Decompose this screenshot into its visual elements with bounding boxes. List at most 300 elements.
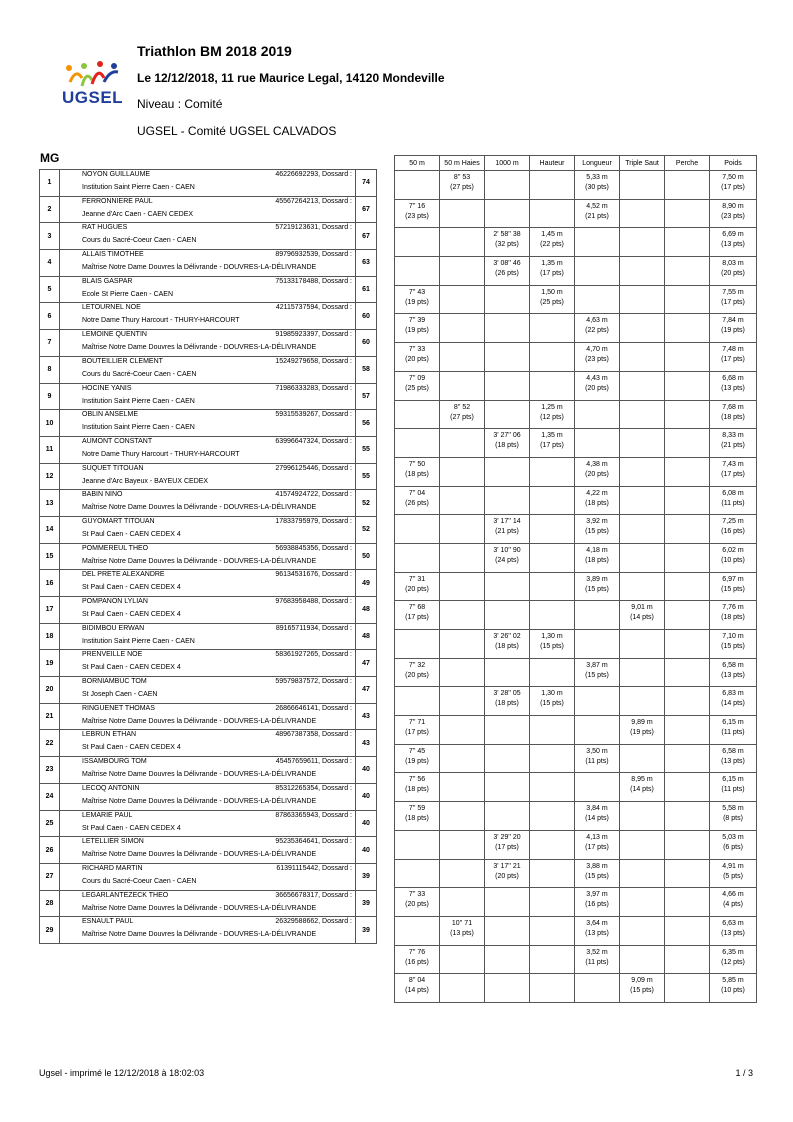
table-row (40, 543, 377, 570)
school-name: Maîtrise Notre Dame Douvres la Délivrande - DOUVRES-LA-DÉLIVRANDE (82, 344, 317, 352)
result-cell (395, 888, 440, 917)
result-cell (485, 630, 530, 659)
result-points: (16 pts) (721, 528, 745, 536)
result-cell (440, 457, 485, 486)
result-points: (13 pts) (721, 929, 745, 937)
result-cell (665, 314, 710, 343)
school-name: St Paul Caen - CAEN CEDEX 4 (82, 584, 181, 592)
result-cell (575, 314, 620, 343)
result-value: 4,52 m (586, 202, 608, 210)
athlete-cell (60, 463, 356, 490)
result-cell (665, 486, 710, 515)
rank-cell: 21 (40, 703, 60, 730)
dossard-number: 17833795979, Dossard : (275, 517, 352, 525)
result-cell (485, 716, 530, 745)
result-value: 3,97 m (586, 891, 608, 899)
result-value: 8'' 52 (453, 403, 471, 411)
result-value: 7,25 m (722, 518, 744, 526)
result-cell (710, 171, 757, 200)
result-cell (620, 371, 665, 400)
result-cell (485, 285, 530, 314)
result-cell (530, 257, 575, 286)
page-number: 1 / 3 (735, 1068, 753, 1078)
result-cell (440, 400, 485, 429)
total-points: 61 (356, 276, 377, 303)
result-points: (14 pts) (585, 815, 609, 823)
result-points: (15 pts) (630, 987, 654, 995)
result-cell (575, 371, 620, 400)
result-points: (15 pts) (540, 643, 564, 650)
result-cell (620, 457, 665, 486)
result-cell (620, 888, 665, 917)
rank-cell: 25 (40, 810, 60, 837)
result-value: 6,15 m (722, 719, 744, 727)
total-points: 40 (356, 757, 377, 784)
result-points: (20 pts) (405, 585, 429, 593)
dossard-number: 59579837572, Dossard : (275, 678, 352, 686)
result-cell (710, 773, 757, 802)
result-cell (665, 716, 710, 745)
result-value: 8'' 53 (453, 174, 471, 181)
result-points: (4 pts) (723, 901, 743, 909)
result-points: (20 pts) (585, 470, 609, 478)
result-cell (665, 285, 710, 314)
result-cell (485, 687, 530, 716)
result-cell (395, 400, 440, 429)
result-row (395, 773, 757, 802)
result-row (395, 429, 757, 458)
result-row (395, 744, 757, 773)
result-value: 7'' 04 (408, 489, 426, 497)
result-cell (395, 285, 440, 314)
athlete-cell (60, 730, 356, 757)
result-value: 8,33 m (722, 432, 744, 440)
result-value: 8,03 m (722, 260, 744, 268)
athlete-name: POMPANON LYLIAN (82, 598, 148, 605)
result-row (395, 974, 757, 1003)
result-value: 7'' 09 (408, 374, 426, 382)
result-cell (620, 916, 665, 945)
result-row (395, 543, 757, 572)
result-cell (665, 572, 710, 601)
committee-label: UGSEL - Comité UGSEL CALVADOS (137, 124, 337, 138)
result-cell (485, 744, 530, 773)
dossard-number: 95235364641, Dossard : (275, 838, 352, 846)
rank-cell: 23 (40, 757, 60, 784)
dossard-number: 45567264213, Dossard : (275, 197, 352, 205)
result-cell (665, 343, 710, 372)
result-cell (710, 343, 757, 372)
dossard-number: 97683958488, Dossard : (275, 598, 352, 605)
result-cell (710, 916, 757, 945)
result-value: 3' 27'' 06 (493, 432, 521, 440)
result-points: (10 pts) (721, 987, 745, 995)
result-points: (13 pts) (721, 384, 745, 392)
athlete-name: BORNIAMBUC TOM (82, 678, 147, 686)
dossard-number: 56938845356, Dossard : (275, 544, 352, 552)
result-value: 1,45 m (541, 231, 563, 239)
result-cell (440, 572, 485, 601)
result-value: 7'' 31 (408, 575, 426, 583)
dossard-number: 61391115442, Dossard : (276, 864, 352, 872)
result-points: (12 pts) (721, 958, 745, 966)
dossard-number: 26866646141, Dossard : (275, 704, 352, 712)
athlete-name: BIDIMBOU ERWAN (82, 624, 145, 632)
result-points: (20 pts) (585, 384, 609, 392)
result-cell (485, 974, 530, 1003)
result-value: 3,52 m (586, 948, 608, 956)
table-row (40, 837, 377, 864)
result-cell (575, 429, 620, 458)
rank-cell: 22 (40, 730, 60, 757)
result-value: 3,87 m (586, 661, 608, 669)
result-value: 4,70 m (586, 346, 608, 354)
result-cell (440, 343, 485, 372)
athlete-cell (60, 410, 356, 437)
result-cell (395, 371, 440, 400)
athlete-cell (60, 196, 356, 223)
result-row (395, 658, 757, 687)
result-value: 7,55 m (722, 288, 744, 296)
total-points: 47 (356, 650, 377, 677)
result-value: 7'' 45 (408, 747, 426, 755)
dossard-number: 71986333283, Dossard : (275, 384, 352, 392)
result-points: (21 pts) (721, 442, 745, 450)
school-name: Jeanne d'Arc Bayeux - BAYEUX CEDEX (82, 477, 209, 485)
result-cell (665, 945, 710, 974)
column-header: 50 m (395, 156, 440, 171)
result-cell (575, 916, 620, 945)
athlete-name: ALLAIS TIMOTHEE (82, 251, 144, 259)
total-points: 56 (356, 410, 377, 437)
result-cell (620, 830, 665, 859)
result-cell (395, 486, 440, 515)
result-cell (620, 630, 665, 659)
result-value: 9,09 m (631, 977, 653, 985)
result-value: 3' 17'' 21 (493, 862, 521, 870)
result-cell (395, 916, 440, 945)
result-value: 6,58 m (722, 661, 744, 669)
dossard-number: 45457659611, Dossard : (275, 758, 352, 766)
result-row (395, 802, 757, 831)
result-cell (395, 601, 440, 630)
result-cell (530, 916, 575, 945)
total-points: 57 (356, 383, 377, 410)
result-value: 7'' 32 (408, 661, 426, 669)
result-cell (395, 429, 440, 458)
result-cell (575, 744, 620, 773)
result-cell (395, 228, 440, 257)
result-points: (11 pts) (721, 786, 745, 794)
result-value: 6,68 m (722, 374, 744, 382)
result-cell (575, 285, 620, 314)
table-row (40, 276, 377, 303)
total-points: 58 (356, 356, 377, 383)
table-row (40, 330, 377, 357)
result-points: (15 pts) (721, 643, 745, 650)
athlete-name: POMMEREUL THEO (82, 544, 149, 552)
school-name: Maîtrise Notre Dame Douvres la Délivrande - DOUVRES-LA-DÉLIVRANDE (82, 851, 317, 859)
result-value: 5,85 m (722, 977, 744, 985)
athlete-cell (60, 223, 356, 250)
result-cell (665, 916, 710, 945)
table-row (40, 597, 377, 624)
result-points: (18 pts) (405, 786, 429, 794)
result-cell (485, 916, 530, 945)
result-row (395, 916, 757, 945)
result-cell (485, 400, 530, 429)
result-points: (14 pts) (721, 700, 745, 708)
dossard-number: 91985923397, Dossard : (275, 331, 352, 339)
school-name: Maîtrise Notre Dame Douvres la Délivrande - DOUVRES-LA-DÉLIVRANDE (82, 797, 317, 805)
result-cell (530, 974, 575, 1003)
result-cell (395, 199, 440, 228)
result-points: (18 pts) (585, 499, 609, 507)
dossard-number: 58361927265, Dossard : (275, 651, 352, 659)
result-cell (440, 974, 485, 1003)
result-cell (620, 945, 665, 974)
result-points: (26 pts) (405, 499, 429, 507)
athlete-cell (60, 356, 356, 383)
total-points: 40 (356, 783, 377, 810)
result-cell (530, 343, 575, 372)
result-cell (710, 601, 757, 630)
result-points: (20 pts) (495, 872, 519, 880)
result-cell (620, 515, 665, 544)
result-value: 5,58 m (722, 805, 744, 813)
result-value: 3' 29'' 20 (493, 833, 521, 841)
result-cell (575, 343, 620, 372)
total-points: 67 (356, 196, 377, 223)
result-row (395, 257, 757, 286)
athlete-name: AUMONT CONSTANT (82, 437, 153, 445)
result-points: (15 pts) (585, 872, 609, 880)
total-points: 48 (356, 597, 377, 624)
result-cell (530, 945, 575, 974)
school-name: Cours du Sacré-Coeur Caen - CAEN (82, 877, 197, 885)
result-points: (20 pts) (405, 671, 429, 679)
result-cell (440, 371, 485, 400)
result-cell (710, 199, 757, 228)
athlete-name: GUYOMART TITOUAN (82, 517, 155, 525)
result-cell (665, 630, 710, 659)
column-header: Longueur (575, 156, 620, 171)
result-points: (20 pts) (405, 901, 429, 909)
results-table (394, 155, 757, 1003)
result-cell (440, 285, 485, 314)
result-value: 7'' 39 (408, 317, 426, 325)
result-cell (710, 630, 757, 659)
school-name: Maîtrise Notre Dame Douvres la Délivrande - DOUVRES-LA-DÉLIVRANDE (82, 504, 317, 512)
result-points: (27 pts) (450, 413, 474, 421)
rank-cell: 1 (40, 170, 60, 197)
dossard-number: 59315539267, Dossard : (275, 411, 352, 419)
school-name: Cours du Sacré-Coeur Caen - CAEN (82, 370, 197, 378)
dossard-number: 46226692293, Dossard : (275, 171, 352, 178)
result-value: 7'' 16 (408, 202, 426, 210)
result-cell (620, 716, 665, 745)
result-value: 3' 17'' 14 (493, 518, 521, 526)
total-points: 55 (356, 463, 377, 490)
result-cell (530, 228, 575, 257)
rank-cell: 11 (40, 436, 60, 463)
result-value: 1,35 m (541, 432, 563, 440)
table-row (40, 570, 377, 597)
result-cell (710, 974, 757, 1003)
athlete-name: LECOQ ANTONIN (82, 784, 140, 792)
logo-text: UGSEL (62, 88, 124, 107)
result-cell (710, 716, 757, 745)
result-value: 7'' 56 (408, 776, 426, 784)
result-row (395, 830, 757, 859)
page-title: Triathlon BM 2018 2019 (137, 43, 292, 59)
total-points: 47 (356, 677, 377, 704)
result-value: 3' 28'' 05 (493, 690, 521, 698)
athlete-cell (60, 436, 356, 463)
school-name: Notre Dame Thury Harcourt - THURY-HARCOURT (82, 317, 240, 325)
result-cell (575, 830, 620, 859)
result-points: (15 pts) (585, 671, 609, 679)
result-value: 4,38 m (586, 460, 608, 468)
result-cell (440, 257, 485, 286)
result-cell (485, 457, 530, 486)
result-cell (530, 314, 575, 343)
result-cell (665, 773, 710, 802)
result-cell (395, 314, 440, 343)
result-cell (440, 543, 485, 572)
result-cell (710, 888, 757, 917)
result-cell (530, 171, 575, 200)
category-label: MG (40, 151, 60, 165)
dossard-number: 89165711934, Dossard : (275, 624, 352, 632)
school-name: Institution Saint Pierre Caen - CAEN (82, 637, 195, 645)
result-cell (620, 400, 665, 429)
result-points: (18 pts) (405, 815, 429, 823)
result-points: (15 pts) (540, 700, 564, 708)
athlete-name: SUQUET TITOUAN (82, 464, 144, 472)
school-name: Institution Saint Pierre Caen - CAEN (82, 397, 195, 405)
result-cell (575, 687, 620, 716)
result-value: 3,84 m (586, 805, 608, 813)
result-cell (620, 257, 665, 286)
result-cell (575, 199, 620, 228)
school-name: Maîtrise Notre Dame Douvres la Délivrande - DOUVRES-LA-DÉLIVRANDE (82, 717, 317, 725)
result-value: 3,92 m (586, 518, 608, 526)
athlete-name: LEGARLANTEZECK THEO (82, 891, 169, 899)
result-value: 7,84 m (722, 317, 744, 325)
dossard-number: 42115737594, Dossard : (275, 304, 352, 312)
athlete-cell (60, 490, 356, 517)
athlete-cell (60, 863, 356, 890)
result-cell (575, 945, 620, 974)
result-points: (15 pts) (585, 585, 609, 593)
result-cell (530, 457, 575, 486)
result-cell (665, 830, 710, 859)
result-points: (17 pts) (540, 270, 564, 278)
result-cell (710, 400, 757, 429)
dossard-number: 96134531676, Dossard : (275, 571, 352, 579)
rank-cell: 8 (40, 356, 60, 383)
result-value: 4,43 m (586, 374, 608, 382)
result-row (395, 171, 757, 200)
result-cell (530, 888, 575, 917)
school-name: St Paul Caen - CAEN CEDEX 4 (82, 611, 181, 618)
result-value: 7'' 33 (408, 891, 426, 899)
total-points: 49 (356, 570, 377, 597)
rank-cell: 10 (40, 410, 60, 437)
athlete-name: RINGUENET THOMAS (82, 704, 155, 712)
column-header: Triple Saut (620, 156, 665, 171)
result-value: 3,89 m (586, 575, 608, 583)
result-cell (395, 572, 440, 601)
result-value: 7'' 68 (408, 604, 426, 612)
total-points: 52 (356, 516, 377, 543)
athlete-cell (60, 623, 356, 650)
result-cell (395, 257, 440, 286)
result-points: (19 pts) (405, 757, 429, 765)
result-cell (485, 371, 530, 400)
dossard-number: 87863365943, Dossard : (275, 811, 352, 819)
result-value: 3' 08'' 46 (493, 260, 521, 268)
school-name: St Paul Caen - CAEN CEDEX 4 (82, 664, 181, 672)
rank-cell: 19 (40, 650, 60, 677)
athlete-cell (60, 890, 356, 917)
result-cell (665, 744, 710, 773)
result-cell (440, 199, 485, 228)
result-points: (15 pts) (585, 528, 609, 536)
dossard-number: 75133178488, Dossard : (275, 277, 352, 285)
result-points: (13 pts) (585, 929, 609, 937)
result-cell (620, 974, 665, 1003)
result-points: (5 pts) (723, 872, 743, 880)
result-value: 1,30 m (541, 690, 563, 698)
athlete-cell (60, 783, 356, 810)
result-value: 1,35 m (541, 260, 563, 268)
result-cell (575, 171, 620, 200)
rank-cell: 17 (40, 597, 60, 624)
athlete-name: ISSAMBOURG TOM (82, 758, 147, 766)
table-row (40, 436, 377, 463)
result-cell (485, 515, 530, 544)
result-cell (710, 945, 757, 974)
athlete-name: LETELLIER SIMON (82, 838, 144, 846)
dossard-number: 57219123631, Dossard : (275, 224, 352, 232)
result-points: (11 pts) (585, 757, 609, 765)
school-name: Maîtrise Notre Dame Douvres la Délivrande - DOUVRES-LA-DÉLIVRANDE (82, 771, 317, 779)
print-footer: Ugsel - imprimé le 12/12/2018 à 18:02:03 (39, 1068, 205, 1078)
result-points: (18 pts) (721, 413, 745, 421)
column-header: 1000 m (485, 156, 530, 171)
result-cell (575, 802, 620, 831)
table-row (40, 650, 377, 677)
athlete-cell (60, 543, 356, 570)
result-cell (485, 228, 530, 257)
result-cell (440, 945, 485, 974)
result-row (395, 400, 757, 429)
result-row (395, 630, 757, 659)
result-cell (395, 515, 440, 544)
dossard-number: 26329588662, Dossard : (275, 918, 352, 926)
result-cell (710, 515, 757, 544)
result-cell (440, 515, 485, 544)
result-points: (17 pts) (585, 843, 609, 851)
column-header: Perche (665, 156, 710, 171)
rank-cell: 5 (40, 276, 60, 303)
result-value: 7'' 76 (408, 948, 426, 956)
result-cell (575, 773, 620, 802)
rank-cell: 18 (40, 623, 60, 650)
athlete-name: LETOURNEL NOE (82, 304, 141, 312)
